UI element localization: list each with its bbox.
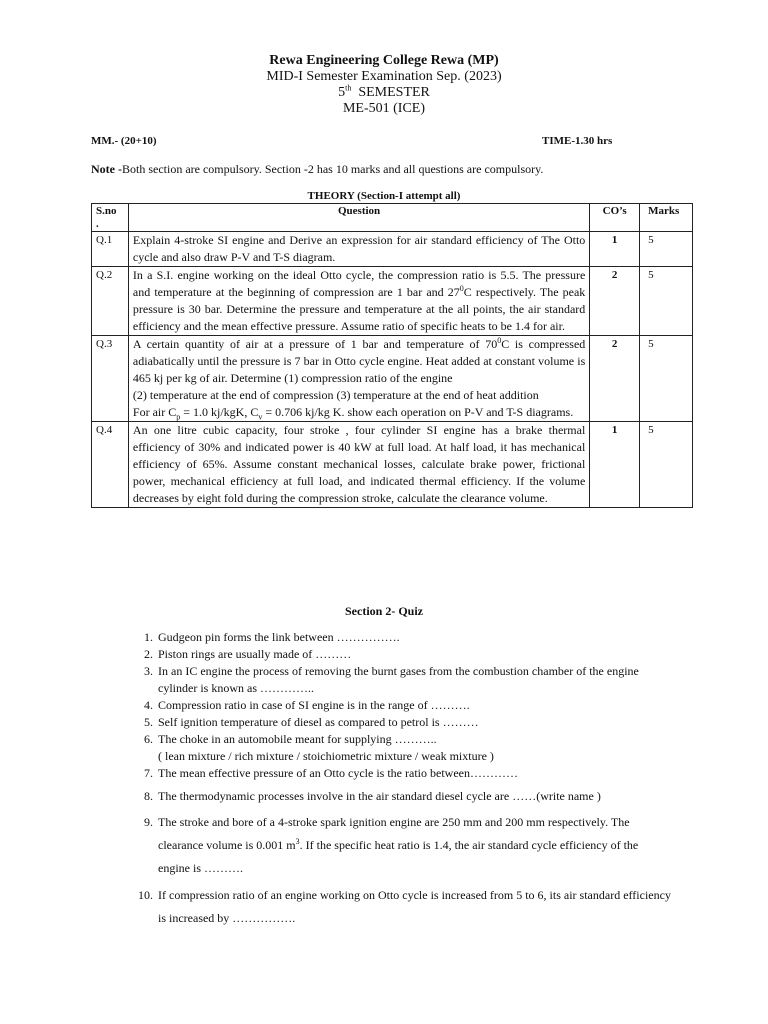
quiz-number: 2. (144, 647, 153, 661)
question-co: 2 (590, 336, 640, 422)
question-header: Question (128, 204, 589, 232)
quiz-list (133, 629, 673, 930)
list-item (133, 765, 673, 782)
quiz-number: 9. (144, 815, 153, 829)
question-number: Q.3 (92, 336, 129, 422)
course-code: ME-501 (ICE) (342, 101, 426, 116)
semester-word: SEMESTER (358, 85, 430, 100)
list-item (133, 731, 673, 765)
semester-suffix: th (345, 83, 352, 93)
table-row (92, 336, 693, 422)
theory-section-title: THEORY (Section-I attempt all) (307, 190, 461, 202)
quiz-text: The stroke and bore of a 4-stroke spark ignition engine are 250 mm and 200 mm respectively. The clearance volume is 0.001 $m^3$. If the specific heat ratio is 1.4, the air standard cycle efficiency of the engine is ………. (158, 815, 639, 875)
question-co: 2 (590, 267, 640, 336)
quiz-number: 4. (144, 698, 153, 712)
quiz-text: The mean effective pressure of an Otto cycle is the ratio between………… (158, 766, 518, 780)
max-marks: MM.- (20+10) (91, 135, 157, 147)
quiz-number: 8. (144, 789, 153, 803)
quiz-section-title: Section 2- Quiz (345, 604, 423, 618)
question-marks: 5 (640, 336, 693, 422)
question-co: 1 (590, 422, 640, 508)
list-item (133, 884, 673, 930)
question-number: Q.1 (92, 232, 129, 267)
quiz-text: Piston rings are usually made of ……… (158, 647, 352, 661)
quiz-text: Gudgeon pin forms the link between ……………. (158, 630, 400, 644)
table-row (92, 422, 693, 508)
quiz-text: If compression ratio of an engine working on Otto cycle is increased from 5 to 6, its air standard efficiency is increased by ……………. (158, 888, 671, 925)
quiz-number: 10. (138, 888, 153, 902)
quiz-options: ( lean mixture / rich mixture / stoichiometric mixture / weak mixture ) (158, 749, 494, 763)
quiz-number: 7. (144, 766, 153, 780)
question-text: An one litre cubic capacity, four stroke , four cylinder SI engine has a brake thermal efficiency of 30% and indicated power is 40 kW at full load. At half load, it has mechanical efficiency of 65%. Assume constant mechanical losses, calculate brake power, frictional power, mechanical efficiency at full load, and indicated thermal efficiency. If the volume decreases by eight fold during the compression stroke, calculate the clearance volume. (128, 422, 589, 508)
theory-question-table (91, 203, 693, 508)
list-item (133, 714, 673, 731)
quiz-text: The thermodynamic processes involve in the air standard diesel cycle are ……(write name ) (158, 789, 601, 803)
list-item (133, 697, 673, 714)
table-row (92, 267, 693, 336)
question-marks: 5 (640, 232, 693, 267)
quiz-number: 5. (144, 715, 153, 729)
question-text: A certain quantity of air at a pressure of 1 bar and temperature of $70^0C$ is compressed adiabatically until the pressure is 7 bar in Otto cycle engine. Heat added at constant volume is 465 kj per kg of air. Determine (1) compression ratio of the engine (2) temperature at the end of compression (3) temperature at the end of heat addition For air $C_p = 1.0$ kj/kgK, $C_v = 0.706$ kj/kg K. show each operation on P-V and T-S diagrams. (128, 336, 589, 422)
note-label: Note - (91, 162, 122, 176)
quiz-text: Self ignition temperature of diesel as compared to petrol is ……… (158, 715, 479, 729)
list-item (133, 811, 673, 880)
question-text: In a S.I. engine working on the ideal Otto cycle, the compression ratio is 5.5. The pressure and temperature at the beginning of compression are 1 bar and $27^0C$ respectively. The peak pressure is 30 bar. Determine the pressure and temperature at the all points, the air standard efficiency and the mean effective pressure. Assume ratio of specific heats to be 1.4 for air. (128, 267, 589, 336)
semester-line (0, 85, 768, 101)
question-marks: 5 (640, 267, 693, 336)
question-number: Q.2 (92, 267, 129, 336)
quiz-text: In an IC engine the process of removing the burnt gases from the combustion chamber of the engine cylinder is known as ………….. (158, 664, 639, 695)
note-text: Both section are compulsory. Section -2 has 10 marks and all questions are compulsory. (121, 162, 544, 176)
table-row (92, 232, 693, 267)
quiz-number: 6. (144, 732, 153, 746)
marks-header: Marks (640, 204, 693, 232)
quiz-text: Compression ratio in case of SI engine is in the range of ………. (158, 698, 470, 712)
exam-note (91, 162, 543, 177)
quiz-text: The choke in an automobile meant for supplying ……….. (158, 732, 437, 746)
table-header-row (92, 204, 693, 232)
sno-header: S.no . (92, 204, 129, 232)
question-number: Q.4 (92, 422, 129, 508)
college-name: Rewa Engineering College Rewa (MP) (269, 53, 499, 68)
semester-number: 5 (338, 85, 346, 100)
question-marks: 5 (640, 422, 693, 508)
exam-time: TIME-1.30 hrs (542, 135, 613, 147)
quiz-number: 1. (144, 630, 153, 644)
list-item (133, 663, 673, 697)
question-text: Explain 4-stroke SI engine and Derive an expression for air standard efficiency of The Otto cycle and also draw P-V and T-S diagram. (128, 232, 589, 267)
list-item (133, 629, 673, 646)
cos-header: CO’s (590, 204, 640, 232)
exam-title: MID-I Semester Examination Sep. (2023) (266, 69, 502, 84)
list-item (133, 788, 673, 805)
quiz-number: 3. (144, 664, 153, 678)
question-co: 1 (590, 232, 640, 267)
list-item (133, 646, 673, 663)
